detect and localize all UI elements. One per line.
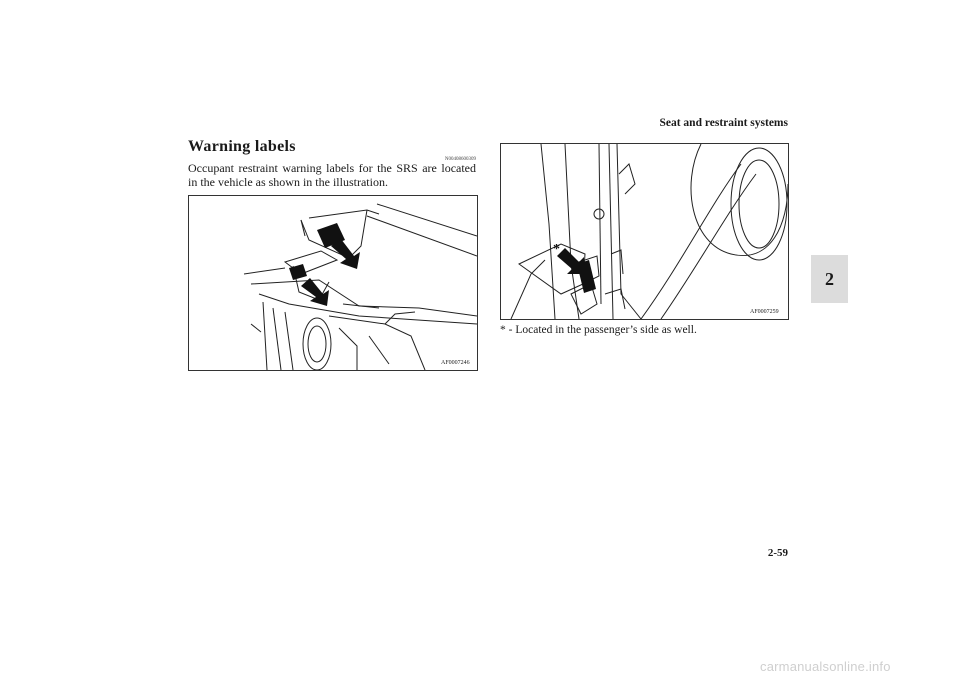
- asterisk-marker: *: [553, 242, 560, 257]
- pillar-illustration: [501, 144, 788, 319]
- chapter-tab-number: 2: [825, 268, 834, 289]
- figure-code: AF0007246: [441, 360, 470, 366]
- section-body: Occupant restraint warning labels for the SRS are located in the vehicle as shown in the illustration.: [188, 161, 476, 189]
- footnote: * - Located in the passenger’s side as well.: [500, 324, 697, 336]
- footer-watermark[interactable]: carmanualsonline.info: [760, 659, 891, 674]
- page-number: 2-59: [767, 547, 788, 559]
- section-code: N00408600309: [444, 157, 476, 162]
- sun-visor-illustration: [189, 196, 477, 370]
- upper-arrow-icon: [331, 239, 360, 269]
- running-header: Seat and restraint systems: [659, 117, 788, 129]
- section-title: Warning labels: [188, 138, 296, 155]
- figure-pillar-label: [500, 143, 789, 320]
- figure-code: AF0007259: [750, 309, 779, 315]
- lower-label-patch: [289, 264, 307, 280]
- figure-sun-visor-labels: [188, 195, 478, 371]
- chapter-tab[interactable]: [811, 255, 848, 303]
- lower-arrow-icon: [301, 278, 329, 306]
